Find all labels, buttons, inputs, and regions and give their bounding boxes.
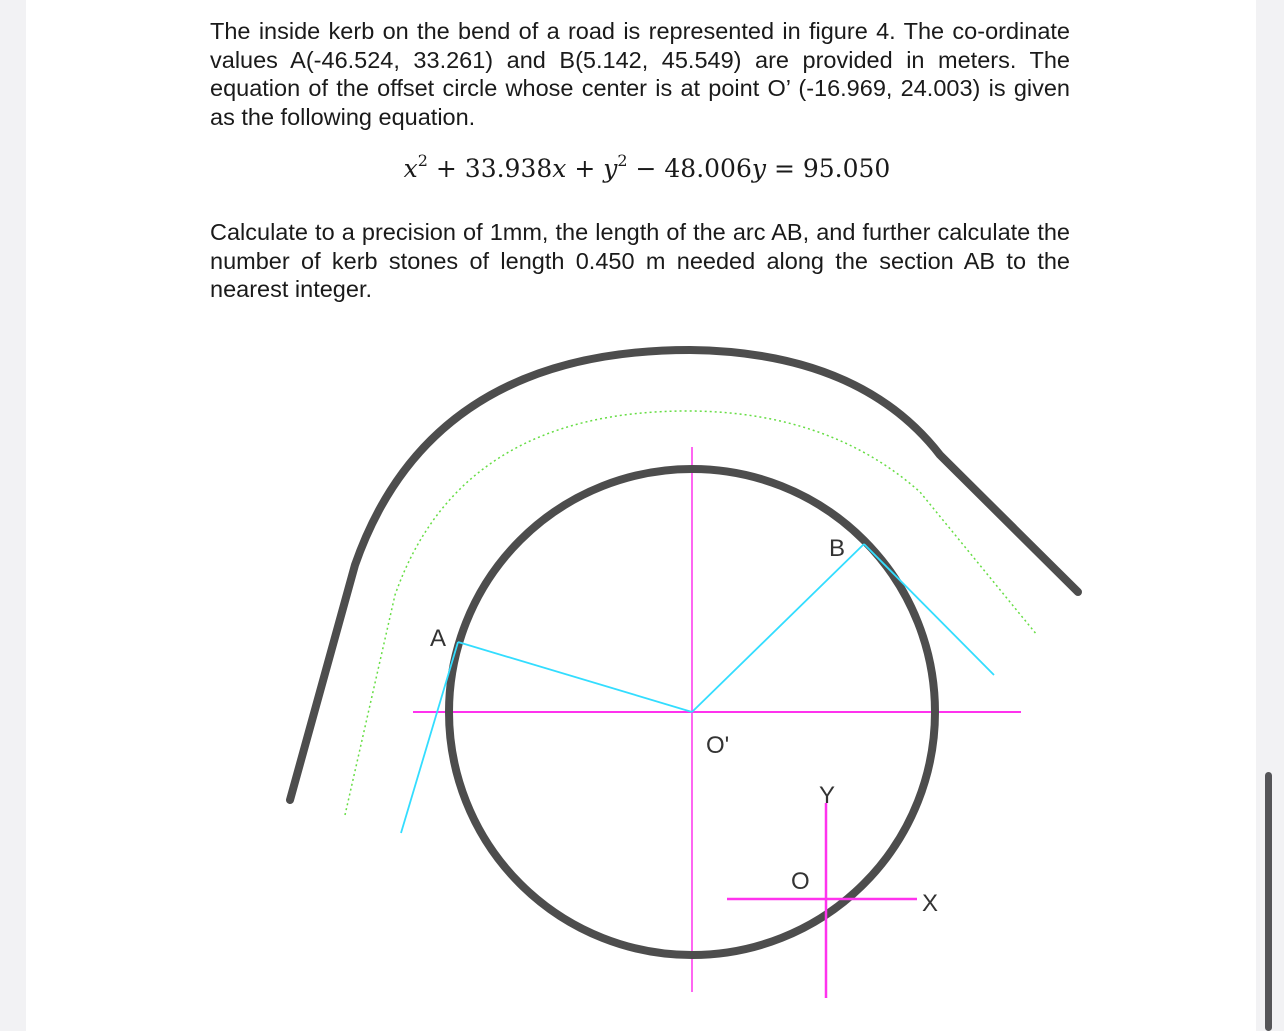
equation-term-y: + [566,154,604,183]
label-axis-x: X [922,890,939,917]
outer-kerb-line [290,350,1078,800]
equation-exponent-y: 2 [617,151,628,170]
equation-exponent-x: 2 [417,151,428,170]
label-center: O' [706,732,730,759]
label-point-b: B [829,535,846,562]
equation-term-x: + 33.938 [427,154,553,183]
question-paragraph: Calculate to a precision of 1mm, the length of the arc AB, and further calculate the number of kerb stones of length 0.450 m needed along the section AB to the nearest integer. [210,219,1070,303]
equation-var-y: y [603,154,618,183]
equation-var-x-linear: x [552,154,567,183]
problem-statement-paragraph: The inside kerb on the bend of a road is represented in figure 4. The co-ordinate values A(-46.524, 33.261) and B(5.142, 45.549) are provided in meters. The equation of the offset circle whose center is at point O’ (-16.969, 24.003) is given as the following equation. [210,18,1070,131]
equation-var-y-linear: y [751,154,766,183]
scrollbar-thumb[interactable] [1265,772,1272,1031]
label-point-a: A [430,625,447,652]
equation-var-x: x [403,154,418,183]
radius-b [692,544,864,712]
equation-equals: = 95.050 [766,154,891,183]
label-axis-y: Y [819,782,836,809]
radius-a [458,642,692,712]
label-origin: O [791,868,810,895]
equation-term-const: − 48.006 [627,154,752,183]
